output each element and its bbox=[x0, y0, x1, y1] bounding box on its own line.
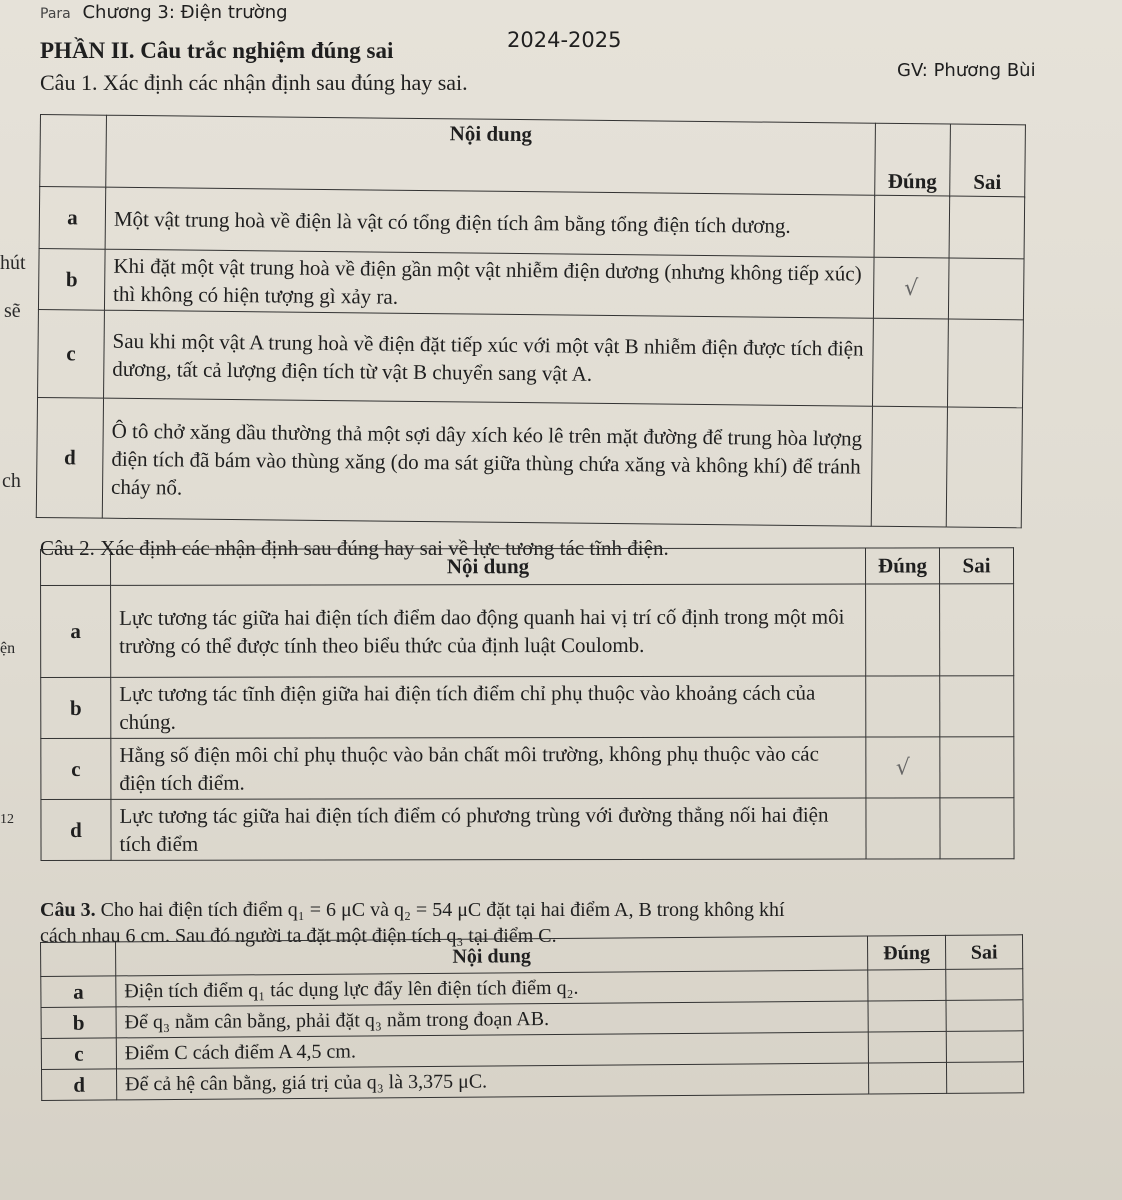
question-3-subtitle: cách nhau 6 cm. Sau đó người ta đặt một điện tích q₃ tại điểm C. bbox=[40, 925, 557, 947]
part-title: PHẦN II. Câu trắc nghiệm đúng sai bbox=[40, 38, 394, 63]
question-1-table bbox=[36, 114, 1026, 528]
question-3-label: Câu 3. bbox=[40, 899, 96, 921]
margin-tag: Para bbox=[40, 6, 71, 22]
statement-text: Để cả hệ cân bằng, giá trị của q₃ là 3,375 μC. bbox=[116, 1063, 868, 1100]
answer-true-cell[interactable] bbox=[866, 798, 940, 859]
answer-false-cell[interactable] bbox=[946, 1031, 1023, 1063]
row-letter: c bbox=[38, 309, 105, 398]
margin-fragment: ện bbox=[0, 640, 16, 657]
statement-text: Điểm C cách điểm A 4,5 cm. bbox=[116, 1032, 868, 1069]
question-2-row-d bbox=[41, 798, 1014, 861]
answer-true-cell[interactable] bbox=[866, 584, 940, 676]
statement-text: Một vật trung hoà về điện là vật có tổng điện tích âm bằng tổng điện tích dương. bbox=[105, 187, 875, 257]
answer-true-cell[interactable]: √ bbox=[873, 257, 949, 319]
answer-true-cell[interactable] bbox=[872, 318, 948, 407]
row-letter: d bbox=[41, 799, 111, 860]
margin-fragment: sẽ bbox=[4, 300, 21, 322]
question-1-row-a bbox=[39, 187, 1025, 259]
answer-false-cell[interactable] bbox=[946, 407, 1022, 528]
question-1-title: Câu 1. Xác định các nhận định sau đúng hay sai. bbox=[40, 70, 468, 95]
margin-fragment: hút bbox=[0, 252, 26, 274]
header-true: Đúng bbox=[865, 548, 939, 584]
answer-true-cell[interactable] bbox=[874, 195, 950, 258]
answer-false-cell[interactable] bbox=[947, 319, 1023, 408]
question-2-row-c bbox=[41, 737, 1014, 800]
row-letter: d bbox=[42, 1069, 117, 1101]
question-3-table bbox=[40, 934, 1024, 1101]
answer-false-cell[interactable] bbox=[946, 969, 1023, 1001]
row-letter: c bbox=[41, 738, 111, 799]
answer-false-cell[interactable] bbox=[946, 1062, 1023, 1094]
answer-true-cell[interactable] bbox=[871, 406, 947, 527]
header-false: Sai bbox=[945, 935, 1022, 970]
row-letter: a bbox=[41, 976, 116, 1008]
question-3-text: Cho hai điện tích điểm q₁ = 6 μC và q₂ = 54 μC đặt tại hai điểm A, B trong không khí bbox=[95, 899, 785, 921]
answer-true-cell[interactable] bbox=[868, 1000, 946, 1032]
question-2-title: Câu 2. Xác định các nhận định sau đúng hay sai về lực tương tác tĩnh điện. bbox=[40, 536, 669, 560]
question-3-row-d bbox=[42, 1062, 1024, 1101]
margin-fragment: ch bbox=[2, 470, 21, 492]
header-content: Nội dung bbox=[116, 936, 868, 976]
question-3-title bbox=[40, 895, 1090, 925]
question-2-row-a bbox=[41, 584, 1014, 678]
header-true: Đúng bbox=[867, 935, 945, 970]
header-content: Nội dung bbox=[111, 548, 866, 585]
row-letter: b bbox=[41, 1007, 116, 1039]
question-2-table bbox=[40, 547, 1015, 861]
margin-fragment: 12 bbox=[0, 812, 14, 827]
answer-false-cell[interactable] bbox=[948, 258, 1024, 320]
answer-true-cell[interactable] bbox=[868, 1031, 946, 1063]
school-year: 2024-2025 bbox=[507, 28, 622, 52]
chapter-title: Chương 3: Điện trường bbox=[82, 2, 288, 23]
statement-text: Khi đặt một vật trung hoà về điện gần một vật nhiễm điện dương (nhưng không tiếp xúc) thì không có hiện tượng gì xảy ra. bbox=[104, 249, 874, 318]
answer-false-cell[interactable] bbox=[940, 676, 1014, 737]
answer-false-cell[interactable] bbox=[940, 584, 1014, 676]
statement-text: Ô tô chở xăng dầu thường thả một sợi dây xích kéo lê trên mặt đường để trung hòa lượng điện tích đã bám vào thùng xăng (do ma sát giữa thùng chứa xăng và không khí) để tránh cháy nổ. bbox=[102, 398, 872, 526]
header-true: Đúng bbox=[875, 123, 951, 196]
row-letter: b bbox=[41, 677, 111, 738]
statement-text: Hằng số điện môi chỉ phụ thuộc vào bản chất môi trường, không phụ thuộc vào các điện tích điểm. bbox=[111, 737, 866, 799]
question-1-row-d bbox=[36, 397, 1022, 527]
answer-false-cell[interactable] bbox=[949, 196, 1025, 259]
answer-true-cell[interactable] bbox=[866, 676, 940, 737]
row-letter: a bbox=[41, 585, 111, 677]
row-letter: a bbox=[39, 187, 106, 250]
statement-text: Lực tương tác giữa hai điện tích điểm có phương trùng với đường thẳng nối hai điện tích điểm bbox=[111, 798, 866, 860]
header-false: Sai bbox=[939, 548, 1013, 584]
question-2-row-b bbox=[41, 676, 1014, 739]
answer-true-cell[interactable] bbox=[868, 969, 946, 1001]
statement-text: Lực tương tác giữa hai điện tích điểm dao động quanh hai vị trí cố định trong một môi trường có thể được tính theo biểu thức của định luật Coulomb. bbox=[111, 584, 866, 677]
row-letter: d bbox=[36, 397, 103, 518]
answer-false-cell[interactable] bbox=[946, 1000, 1023, 1032]
question-1-row-c bbox=[38, 309, 1024, 407]
statement-text: Để q₃ nằm cân bằng, phải đặt q₃ nằm trong đoạn AB. bbox=[116, 1001, 868, 1038]
row-letter: c bbox=[41, 1038, 116, 1070]
statement-text: Sau khi một vật A trung hoà về điện đặt tiếp xúc với một vật B nhiễm điện được tích điện dương, tất cả lượng điện tích từ vật B chuyển sang vật A. bbox=[104, 310, 874, 406]
answer-true-cell[interactable]: √ bbox=[866, 737, 940, 798]
question-1-row-b bbox=[38, 248, 1024, 319]
header-false: Sai bbox=[950, 124, 1026, 197]
statement-text: Điện tích điểm q₁ tác dụng lực đẩy lên điện tích điểm q₂. bbox=[116, 970, 868, 1007]
answer-true-cell[interactable] bbox=[868, 1062, 946, 1094]
page-header bbox=[40, 2, 288, 23]
statement-text: Lực tương tác tĩnh điện giữa hai điện tích điểm chỉ phụ thuộc vào khoảng cách của chúng. bbox=[111, 676, 866, 738]
answer-false-cell[interactable] bbox=[940, 798, 1014, 859]
answer-false-cell[interactable] bbox=[940, 737, 1014, 798]
header-content: Nội dung bbox=[106, 115, 876, 195]
teacher-name: GV: Phương Bùi bbox=[897, 60, 1036, 81]
row-letter: b bbox=[38, 248, 105, 310]
